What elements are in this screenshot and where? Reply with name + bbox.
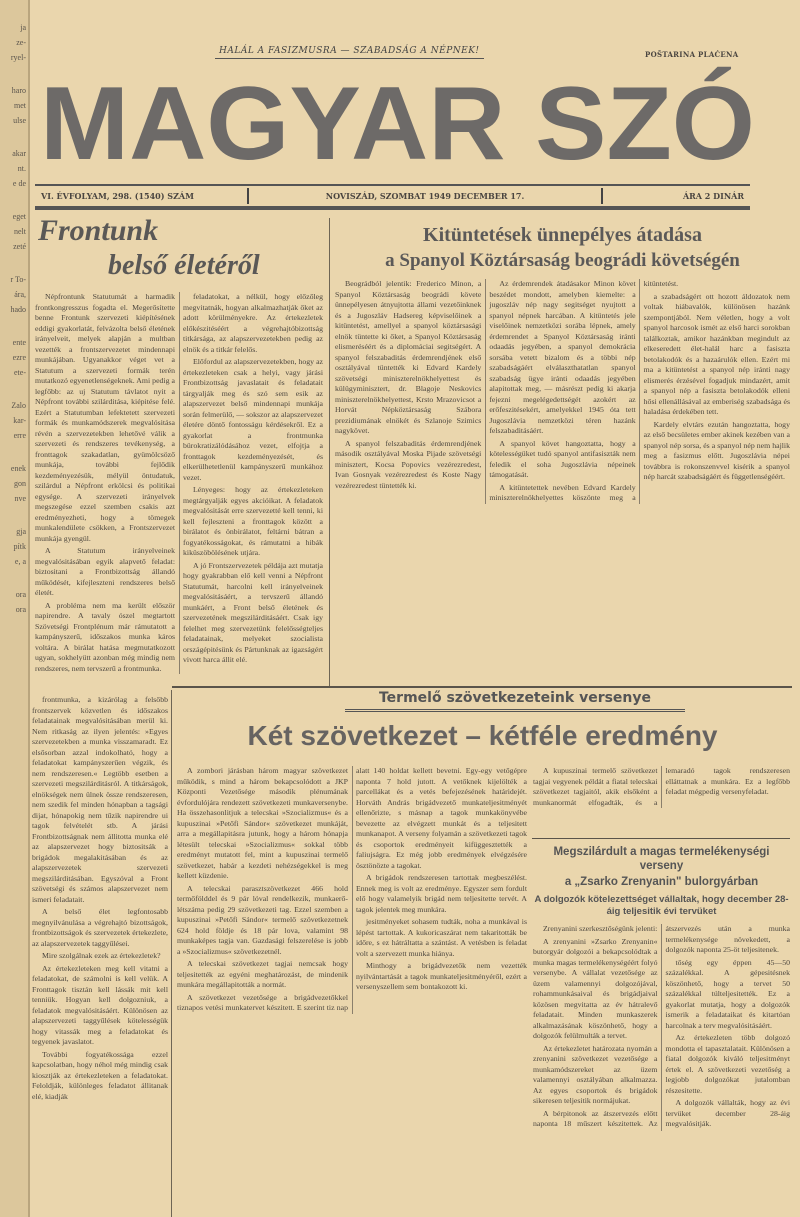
paragraph: A belső élet legfontosabb megnyilvánulása a végrehajtó bizottságok, frontbizottságok és szervezetek értekezlete, az alapszervezetek taggyűlései. [32,907,168,948]
paragraph: Az értekezleten több dolgozó mondotta el tapasztalatait. Különösen a fiatal dolgozók kiváló teljesitményt értek el. A szövetkezeti vezetőség a legjobb dolgozókat jutalomban részesitette. [665,1033,790,1095]
paragraph: Az értekezletet határozata nyomán a zrenyanini szövetkezet vezetősége a munkamódszereket az üzem valamennyi osztályában alkalmazza. Az egyes csoportok és brigádok sikeresen teljesitik normájukat. [533,1043,658,1105]
paragraph: A Statutum irányelveinek megvalósitásában egyik alapvető feladat: biztositani a Frontbizottság állandó működését, kifejleszteni rendszeres belső életét. [35,546,175,597]
paragraph: tőség egy éppen 45—50 százalékkal. A gépesitésnek köszönhető, hogy a tervet 50 százalékkal túlteljesitették. Ez a gyakorlat mutatja, hogy a dolgozók ismerik a feladataikat és kitartóan harcolnak a terv megvalósitásáért. [665,957,790,1030]
kicker-termelo-szovetkezetek: Termelő szövetkezeteink versenye [345,690,685,712]
paragraph: A kupuszinai termelő szövetkezet tagjai vegyenek példát a fiatal telecskai szövetkezet tagjaitól, akik elsőként a munkanormát elfogadták, és a lemaradó tagok rendszeresen elláttatnak a munkára. Ez a legfőbb feladat mégpedig versenyfeladat. [533,766,790,807]
paragraph: A szövetkezet vezetősége a brigádvezetőkkel tiznapos vetési munkatervet készitett. E szerint tiz nap alatt 140 holdat kellett bevetni. Egy-egy vetőgépre naponta 7 hold jutott. A vetőknek kijelölték a parcellákat és a vetés befejezésének határidejét. Horváth András brigádvezető munkateljesitményét ellenőrizte, s másnap a tagok munkakönyvébe bevezette az elvégzett munkát és a teljesitett munkanapot. A verseny folyamán a szövetkezeti tagok és csoportok eredményeit kifüggesztették a faliujságra. Ez még jobb eredmények elvégzésére ösztönözte a tagokat. [177,766,527,1012]
paragraph: A zombori járásban három magyar szövetkezet működik, s mind a három bekapcsolódott a JKP Központi Vezetősége második plénumának évfordulójára rendezett szövetkezeti munkaversenybe. Ha összehasonlitjuk a telecskai »Szocializmus« és a kupuszinai »Petőfi Sándor« szövetkezet munkáját, arra a megállapitásra jutunk, hogy a három hónapja létesült telecskai »Szocializmus« sokkal több eredményt mutatott fel, mint a kupuszinai termelő szövetkezet, habár a kezdeti nehézségekkel is meg kellett küzdenie. [177,766,348,880]
masthead-motto: HALÁL A FASIZMUSRA — SZABADSÁG A NÉPNEK! [215,46,484,59]
subheadline-dolgozok: A dolgozók kötelezettséget vállaltak, hogy december 28-áig teljesitik évi tervüket [534,894,789,917]
paragraph: A zrenyanini »Zsarko Zrenyanin« butorgyár dolgozói a bekapcsolódtak a munka magas termelékenységéért folyó versenybe. A vállalat vezetősége az üzem valamennyi dolgozójával, rohammunkásaival és brigádjaival közösen megvitatta az év hátralevő feladatait. Minden munkaszerek alkalmazásának köszönhető, hogy a dolgozók felülmulták a tervet. [533,936,658,1040]
edge-fragment: haro [11,86,26,95]
edge-fragment: r To- [10,275,26,284]
edge-fragment: nelt [14,227,26,236]
edge-fragment: pítk [13,542,26,551]
article-body-zsarko [533,924,790,1131]
edge-fragment: erre [13,431,26,440]
dateline: NOVISZÁD, SZOMBAT 1949 DECEMBER 17. [325,191,525,201]
paragraph: A brigádok rendszeresen tartottak megbeszélést. Ennek meg is volt az eredménye. Egyszer sem fordult elő hogy valamelyik brigád nem teljesitette tervét. A tagok jelentek meg munkára. [356,873,527,914]
article-body-ket-szovetkezet [177,766,527,1014]
edge-fragment: ulse [13,116,26,125]
edge-fragment: akar [12,149,26,158]
edge-fragment: nve [14,494,26,503]
edge-fragment: kar- [13,416,26,425]
paragraph: A spanyol felszabaditás érdemrendjének második osztályával Moska Pijade szövetségi minisztert, Kocsa Popovics vezérezredest, Ivan Gosnyak vezérezredest és Koste Nagy vezérezredest tüntették ki. [335,438,482,490]
subheadline-spanyol-kovetseg: a Spanyol Köztársaság beográdi követségén [385,250,740,271]
edge-fragment: enek [10,464,26,473]
paragraph: Előfordul az alapszervezetekben, hogy az értekezleteken csak a helyi, vagy járási Frontbizottság javaslatait és feladatait tárgyalják meg és szó sem esik az alapszervezet belső mindennapi munkája során felmerülő, — sokszor az alapszervezet életére döntő fontosságu kérdésekről. Ez a gyakorlat a frontmunka bürokratizálódásához vezet, elfojtja a fronttagok kezdeményezését, és elkerülhetetlenül kampányszerű munkához vezet. [183,357,323,482]
headline-zsarko-zrenyanin: a „Zsarko Zrenyanin" bulorgyárban [564,876,759,888]
headline-ket-szovetkezet: Két szövetkezet – kétféle eredmény [247,720,718,751]
volume-number: VI. ÉVFOLYAM, 298. (1540) SZÁM [41,191,194,201]
paragraph: Lényeges: hogy az értekezleteken megtárgyalják egyes akcióikat. A feladatok megvalósitását erre szervezetté kell tenni, ki kell fejleszteni a fronttagok között a birálatot és önbirálatot, feltárni bátran a fogyatékosságokat, és rámutatni a hibák kiküszöbölésének utjára. [183,485,323,557]
edge-fragment: met [14,101,26,110]
edge-fragment: ora [15,605,26,614]
previous-page-edge [0,0,30,1217]
paragraph: jesitményeket sohasem tudták, noha a munkával is lépést tartottak. A kukoricaszárat nem takaritották be időre, s ez hátráltatta a szántást. A vetésben is feladat volt a szervezett munka hiánya. [356,917,527,958]
article-body-frontunk [35,292,323,674]
paragraph: A jó Frontszervezetek példája azt mutatja hogy gyakrabban elő kell venni a Népfront Statutumát, harcolni kell irányelveinek megvalósitásáért, a tervszerű állandó munkáért, a Front belső életének és szervezetének megszilárditásáért. Csak igy felelhet meg szervezetünk felelősségteljes feladatainak, melyeket szocialista országépitésünk és Pártunknak az igazságért vivott harca állit elé. [183,560,323,664]
paragraph: A bérpitonok az átszervezés előtt naponta 18 műszert készitettek. Az átszervezés után a munka termelékenysége növekedett, a dolgozók naponta 25-öt teljesitenek. [533,924,790,1128]
edge-fragment: eget [12,212,26,221]
edge-fragment: ora [15,590,26,599]
section-rule [532,838,790,839]
edge-fragment: ente [12,338,26,347]
paragraph: A kitüntetettek nevében Edvard Kardely miniszterelnökhelyettes köszönte meg a kitüntetést. [489,279,679,502]
issue-info-bar [35,184,750,210]
edge-fragment: gja [16,527,26,536]
edge-fragment: gon [14,479,26,488]
column-divider [171,690,172,1217]
paragraph: Kardely elvtárs ezután hangoztatta, hogy az első becsületes ember akinek kezében van a spanyol nép sorsa, és a spanyol nép nem hajlik meg a fasizmus előtt. Jugoszlávia népei továbbra is rokonszenvvel kisérik a spanyol nép harcát szabadságáért és függetlenségéért. [643,419,790,481]
edge-fragment: hado [10,305,26,314]
newspaper-title-logo-graphic [40,64,755,184]
edge-fragment: ete- [14,368,26,377]
headline-megszilardult: Megszilárdult a magas termelékenységi verseny [553,846,770,872]
paragraph: Mire szolgálnak ezek az értekezletek? [42,951,161,960]
paragraph: Az érdemrendek átadásakor Minon követ beszédet mondott, amelyben kiemelte: a jugoszláv nép nagy segitséget nyujtott a spanyol népnek harcában. A kitüntetés jele viselőinek nemzetközi sorába lépnek, amely érdemrendet a Spanyol Köztársaság iránti odaadás jegyében, a spanyol demokrácia sorsába vetett bizalom és a többi nép szabadságáért elválaszthatatlan spanyol szabadság ügye iránti odaadás jegyében alapitottak meg, — másrészt pedig ki akarja fejezni megelégedettségét azokért az erőfeszitésekért, amelyekkel 1945 óta tett Jugoszlávia nemzetközi téren hazánk felszabaditásáért. [489,279,636,435]
paragraph: Zrenyanini szerkesztőségünk jelenti: [543,924,658,933]
paragraph: A spanyol követ hangoztatta, hogy a kötelességüket tudó spanyol antifasiszták nem feledik el soha Jugoszlávia népeinek támogatását. [489,438,636,479]
newspaper-title-logo: MAGYAR SZÓ [40,66,755,182]
paragraph: a szabadságért ott hozott áldozatok nem voltak hiábavalók, különösen hazánk szempontjából. Nem véletlen, hogy a volt spanyol harcosok ismét az első harci sorokban találkoztak, amikor hazánkban megindult az elkeseredett élet-halál harc a fasiszta betolakodók és a hazaárulók ellen. Ezért mi ma a kitüntetést a spanyol nép iránti nagy elismerés érzésével fogadjuk mindazért, amit a spanyol nép a fasiszta betolakodók elleni hősi ellenállásával az emberiség szabadsága és haladása érdekében tett. [643,291,790,416]
headline-belso-eleterol: belső életéről [108,250,260,281]
postage-notice: POŠTARINA PLAĆENA [645,50,739,59]
paragraph: A telecskai parasztszövetkezet 466 hold termőfölddel és 9 pár lóval rendelkezik, munkaerő-létszáma pedig 29 szövetkezeti tag. Ezzel szemben a kupuszinai »Petőfi Sándor« termelő szövetkezetnek 624 hold földje és 18 pár lova, valamint 98 munkaképes tagja van. Gazdasági felszerelése is jobb a »Szocializmus« szövetkezetnél. [177,883,348,956]
paragraph: feladatokat, a nélkül, hogy előzőleg megvitatnák, hogyan alkalmazhatják őket az adott körülményekre. Az értekezletek előkészitéséért a végrehajtóbizottság titkársága, az alapszervezetekben pedig az elnök és a titkár felelős. [183,292,323,354]
headline-kituntetesek: Kitüntetések ünnepélyes átadása [423,224,702,246]
edge-fragment: zeté [13,242,26,251]
edge-fragment: ze- [16,38,26,47]
article-body-ket-szovetkezet-end [533,766,790,808]
paragraph: Az értekezleteken meg kell vitatni a feladatokat, de számolni is kell velük. A Fronttagok tisztán kell lássák mit kell tenniük. Hogyan kell dolgozniuk, a feladatok megvalósitásáért. Különösen az alapszervezeti taggyűlések kötelességük hogy vitassák meg a feladatokat és tegyenek javaslatot. [32,963,168,1046]
paragraph: Népfrontunk Statutumát a harmadik frontkongresszus fogadta el. Megerősítette benne Frontunk szervezeti kiépítésének eddigi gyakorlatát, felvázolta belső életének irányelveit, melyek alapján a multban vezették a frontszervezetet mindennapi munkájában. Ugyanakkor véget vet a Statutum a szervezeti formák terén mutatkozó egyenetlenségeknek. Ami pedig a legfőbb: az uj Statutum távlatot nyit a Népfront további szilárditása, kiépitése felé. Ezért a Statutumban lefektetett szervezeti formák és munkamódszerek megvalósitása révén a szervezetekben lehetővé válik a szervezeti és rendszeres tevékenység, a fronttagok szakadatlan, gyümölcsöző munkája, további fejlődik kezdeményezésük, mélyül öntudatuk, szilárdul a Népfront erkölcsi és politikai egysége. A szervezeti irányelvek megszegése ezzel szemben csakis azt eredményezheti, hogy a tömegek munkalendülete csökken, a Frontszervezet munkája gyengül. [35,292,175,543]
article-zsarko [533,845,790,1131]
article-body-kituntetesek [335,279,790,504]
edge-fragment: e, a [14,557,26,566]
edge-fragment: ja [20,23,26,32]
edge-fragment: nt. [17,164,26,173]
edge-fragment: e de [12,179,26,188]
paragraph: frontmunka, a kizárólag a felsőbb frontszervek közvetlen és időszakos feladatainak megvalósitásában merül ki. Nem ritkaság az ilyen jelentés: »Egyes szervezetekben a munka visszamaradt. Ez elsősorban azzal indokolható, hogy a feladatokat kampányszerűen végzik, és nem rendszeresen.« Legtöbb esetben a szervezeti megszilárditásról. A titkárságok, elnökségek nem ülnek össze rendszeresen, nem szedik fel minden hónapban a tagsági dijat, hónapokig nem tűzik napirendre ui tagok felvételét stb. A járási Frontbizottságnak nem állitotta munka elé az alapszervezet hogy biztositsák a brigádok megalakitásában és az alapszervezetek szervezeti megszilárditásában. Egyszóval a Front szövetségi és számos alapszervezet nem ismeri feladatait. [32,695,168,904]
paragraph: A telecskai szövetkezet tagjai nemcsak hogy teljesitették az egyéni meghatározást, de mindenik munkára megállapitották a normát. [177,959,348,989]
edge-fragment: Zalo [11,401,26,410]
edge-fragment: ezre [12,353,26,362]
paragraph: A dolgozók vállalták, hogy az évi tervüket december 28-áig megvalósitják. [665,1098,790,1128]
paragraph: A probléma nem ma került először napirendre. A tavaly ószel megtartott Szövetségi Frontplénum már rámutatott a kampányszerű, időszakos munka káros voltára. A birálat hatása megmutatkozott ugyan, sokhelyütt azonban még mindig nem rendszeres, nem tervszerű a frontmunka. [35,600,175,673]
article-continuation-frontunk [32,695,168,1104]
column-divider [329,218,330,688]
paragraph: További fogyatékossága ezzel kapcsolatban, hogy néhol még mindig csak kiosztják az értekezleteken a feladatokat. Feloldják, különleges feladatot állitanak elé, kiadják [32,1049,168,1101]
edge-fragment: ryel- [10,53,26,62]
edge-fragment: ára, [14,290,26,299]
headline-frontunk: Frontunk [38,214,159,247]
masthead [40,64,755,184]
paragraph: Minthogy a brigádvezetők nem vezették nyilvántartását a tagok munkateljesitményéről, ezért a versenyszellem sem bontakozott ki. [356,961,527,991]
paragraph: Beográdból jelentik: Frederico Minon, a Spanyol Köztársaság beográdi követe ünnepélyesen átnyujtotta állami vezetőinknek és a Jugoszláv Hadsereg képviselőinek a kitüntetést, amellyel a spanyol köztársasági elnök tüntette ki őket, a Spanyol Köztársaság elismeréséért és a diplomáciai segitségért. A spanyol felszabaditás érdemrendjének első osztályával tüntették ki Edvard Kardely szövetségi miniszterelnökhelyettest és külügyminisztert, dr. Blagoje Neskovics miniszterelnökhelyettest, Krsto Mrazovicsot a Horvát Népköztársaság Szábora prezidiumának elnökét és Szlanoje Szimics nagykövet. [335,279,482,435]
price: ÁRA 2 DINÁR [682,191,744,201]
section-rule [172,686,792,688]
